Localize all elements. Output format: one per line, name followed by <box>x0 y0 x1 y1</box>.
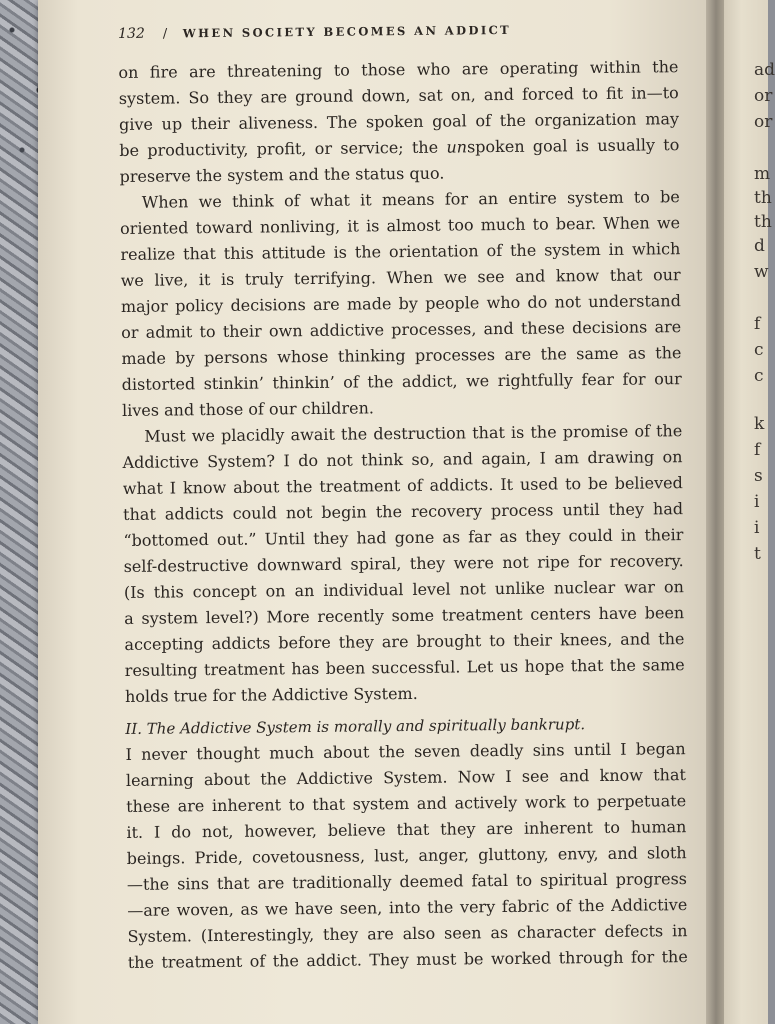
text-line: (Is this concept on an individual level not unlike nuclear war on <box>123 577 685 602</box>
facing-page-fragment: m <box>754 164 771 184</box>
text-line: the treatment of the addict. They must be worked through for the <box>127 947 688 972</box>
running-title: WHEN SOCIETY BECOMES AN ADDICT <box>182 22 512 41</box>
text-line: holds true for the Addictive System. <box>124 683 418 706</box>
book-gutter <box>706 0 726 1024</box>
text-line: oriented toward nonliving, it is almost too much to bear. When we <box>120 213 681 238</box>
text-line: system. So they are ground down, sat on, and forced to fit in—to <box>118 83 679 108</box>
facing-page-edge <box>724 0 775 1024</box>
text-line: it. I do not, however, believe that they are inherent to human <box>126 817 687 842</box>
text-line: realize that this attitude is the orientation of the system in which <box>120 239 681 264</box>
facing-page-fragment: k <box>754 414 765 434</box>
facing-page-fragment: th <box>754 188 772 208</box>
facing-page-fragment: c <box>754 366 764 386</box>
facing-page-fragment: s <box>754 466 763 486</box>
text-line: I never thought much about the seven deadly sins until I began <box>125 739 686 764</box>
page-text <box>118 20 688 976</box>
text-line: Must we placidly await the destruction that is the promise of the <box>144 421 683 446</box>
facing-page-fragment: c <box>754 340 764 360</box>
text-line: learning about the Addictive System. Now I see and know that <box>125 765 686 790</box>
text-line: major policy decisions are made by people who do not understand <box>120 291 682 316</box>
facing-page-fragment: w <box>754 262 769 282</box>
section-heading: II. The Addictive System is morally and spiritually bankrupt. <box>125 715 586 738</box>
text-line: —are woven, as we have seen, into the very fabric of the Addictive <box>127 895 688 920</box>
header-separator: / <box>162 26 169 42</box>
text-line: a system level?) More recently some treatment centers have been <box>124 603 685 628</box>
page-number: 132 <box>118 25 145 42</box>
facing-page-fragment: f <box>754 314 761 334</box>
facing-page-fragment: f <box>754 440 761 460</box>
text-line: these are inherent to that system and actively work to perpetuate <box>126 791 687 816</box>
text-line: lives and those of our children. <box>121 398 375 420</box>
text-line: we live, it is truly terrifying. When we see and know that our <box>120 265 681 290</box>
text-line: preserve the system and the status quo. <box>119 163 445 186</box>
text-line: on fire are threatening to those who are operating within the <box>118 57 679 82</box>
text-line-emphasis: be productivity, profit, or service; the unspoken goal is usually to <box>119 135 680 160</box>
facing-page-fragment: d <box>754 236 765 256</box>
text-line: or admit to their own addictive processes, and these decisions are <box>121 317 682 342</box>
text-line: When we think of what it means for an entire system to be <box>141 187 680 212</box>
text-line: that addicts could not begin the recovery process until they had <box>123 499 684 524</box>
text-line: what I know about the treatment of addicts. It used to be believed <box>122 473 683 498</box>
facing-page-fragment: or <box>754 86 773 106</box>
text-line: give up their aliveness. The spoken goal of the organization may <box>118 109 680 134</box>
text-line: resulting treatment has been successful. Let us hope that the same <box>124 655 685 680</box>
facing-page-fragment: ad <box>754 60 775 80</box>
text-line: Addictive System? I do not think so, and again, I am drawing on <box>122 447 683 472</box>
text-line: distorted stinkin’ thinkin’ of the addict, we rightfully fear for our <box>121 369 682 394</box>
text-line: beings. Pride, covetousness, lust, anger, gluttony, envy, and sloth <box>126 843 687 868</box>
facing-page-fragment: or <box>754 112 773 132</box>
facing-page-fragment: th <box>754 212 772 232</box>
text-line: —the sins that are traditionally deemed fatal to spiritual progress <box>126 869 688 894</box>
text-line: System. (Interestingly, they are also seen as character defects in <box>127 921 688 946</box>
text-line: self-destructive downward spiral, they were not ripe for recovery. <box>123 551 684 576</box>
facing-page-fragment: i <box>754 492 760 512</box>
facing-page-fragment: i <box>754 518 760 538</box>
text-line: made by persons whose thinking processes are the same as the <box>121 343 682 368</box>
facing-page-fragment: t <box>754 544 761 564</box>
text-line: accepting addicts before they are brought to their knees, and the <box>124 629 685 654</box>
text-line: “bottomed out.” Until they had gone as far as they could in their <box>123 525 684 550</box>
